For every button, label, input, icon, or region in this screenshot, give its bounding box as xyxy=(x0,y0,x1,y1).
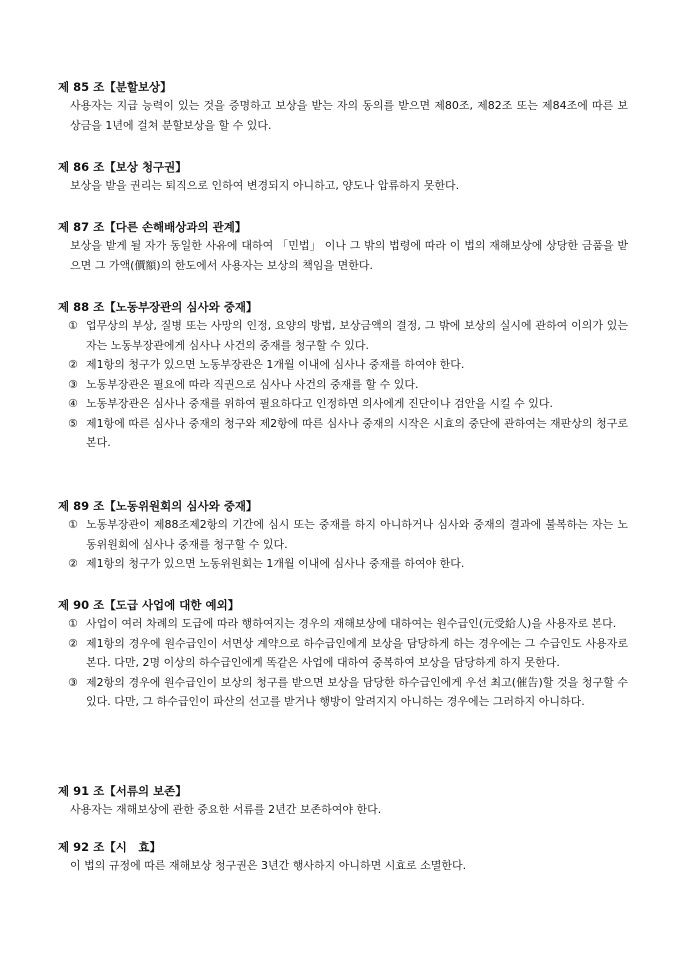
clause-item xyxy=(58,375,628,395)
article-90 xyxy=(58,596,628,712)
clause-number: ① xyxy=(68,518,78,531)
article-title: 제 88 조【노동부장관의 심사와 중재】 xyxy=(58,300,258,314)
clause-text: 제1항의 경우에 원수급인이 서면상 계약으로 하수급인에게 보상을 담당하게 하는 경우에는 그 수급인도 사용자로 본다. 다만, 2명 이상의 하수급인에게 똑같은 사업에 대하여 중복하여 보상을 담당하게 하지 못한다. xyxy=(86,636,628,669)
clause-item xyxy=(58,316,628,355)
clause-number: ② xyxy=(68,358,78,371)
clause-text: 제2항의 경우에 원수급인이 보상의 청구를 받으면 보상을 담당한 하수급인에게 우선 최고(催告)할 것을 청구할 수 있다. 다만, 그 하수급인이 파산의 선고를 받거나 행방이 알려지지 아니하는 경우에는 그러하지 아니하다. xyxy=(86,675,628,708)
clause-item xyxy=(58,554,628,574)
article-paragraph: 보상을 받게 될 자가 동일한 사유에 대하여 「민법」 이나 그 밖의 법령에 따라 이 법의 재해보상에 상당한 금품을 받으면 그 가액(價額)의 한도에서 사용자는 보상의 책임을 면한다. xyxy=(70,239,628,272)
article-title: 제 90 조【도급 사업에 대한 예외】 xyxy=(58,598,240,612)
clause-text: 제1항의 청구가 있으면 노동위원회는 1개월 이내에 심사나 중재를 하여야 한다. xyxy=(86,557,465,570)
clause-text: 제1항에 따른 심사나 중재의 청구와 제2항에 따른 심사나 중재의 시작은 시효의 중단에 관하여는 재판상의 청구로 본다. xyxy=(86,416,628,449)
clause-text: 노동부장관은 필요에 따라 직권으로 심사나 사건의 중재를 할 수 있다. xyxy=(86,377,419,391)
article-paragraph: 이 법의 규정에 따른 재해보상 청구권은 3년간 행사하지 아니하면 시효로 소멸한다. xyxy=(70,859,467,872)
clause-number: ③ xyxy=(68,377,78,391)
clause-item xyxy=(58,355,628,375)
clause-number: ② xyxy=(68,557,78,570)
clause-text: 업무상의 부상, 질병 또는 사망의 인정, 요양의 방법, 보상금액의 결정, 그 밖에 보상의 실시에 관하여 이의가 있는 자는 노동부장관에게 심사나 사건의 중재를 청구할 수 있다. xyxy=(86,319,628,352)
article-91 xyxy=(58,782,628,820)
clause-item xyxy=(58,515,628,554)
article-title: 제 86 조【보상 청구권】 xyxy=(58,160,187,174)
clause-number: ④ xyxy=(68,397,78,410)
article-87 xyxy=(58,218,628,275)
clause-text: 제1항의 청구가 있으면 노동부장관은 1개월 이내에 심사나 중재를 하여야 한다. xyxy=(86,358,465,371)
clause-number: ① xyxy=(68,319,78,332)
clause-item xyxy=(58,614,628,634)
article-paragraph: 사용자는 지급 능력이 있는 것을 증명하고 보상을 받는 자의 동의를 받으면 제80조, 제82조 또는 제84조에 따른 보상금을 1년에 걸쳐 분할보상을 할 수 있다. xyxy=(70,99,628,132)
clause-item xyxy=(58,673,628,712)
article-title: 제 91 조【서류의 보존】 xyxy=(58,784,187,798)
article-title: 제 87 조【다른 손해배상과의 관계】 xyxy=(58,220,247,234)
article-92 xyxy=(58,838,628,876)
clause-item xyxy=(58,634,628,673)
article-85 xyxy=(58,78,628,135)
clause-item xyxy=(58,414,628,453)
article-86 xyxy=(58,158,628,196)
article-paragraph: 사용자는 재해보상에 관한 중요한 서류를 2년간 보존하여야 한다. xyxy=(70,803,382,816)
clause-text: 노동부장관이 제88조제2항의 기간에 심시 또는 중재를 하지 아니하거나 심사와 중재의 결과에 불복하는 자는 노동위원회에 심사나 중재를 청구할 수 있다. xyxy=(86,518,628,551)
clause-number: ② xyxy=(68,636,78,650)
clause-item xyxy=(58,394,628,414)
article-title: 제 89 조【노동위원회의 심사와 중재】 xyxy=(58,499,258,513)
clause-text: 사업이 여러 차례의 도급에 따라 행하여지는 경우의 재해보상에 대하여는 원수급인(元受給人)을 사용자로 본다. xyxy=(86,617,617,630)
article-title: 제 92 조【시 효】 xyxy=(58,840,161,854)
clause-number: ① xyxy=(68,617,78,630)
clause-number: ⑤ xyxy=(68,416,78,430)
article-title: 제 85 조【분할보상】 xyxy=(58,80,172,94)
article-88 xyxy=(58,298,628,453)
article-paragraph: 보상을 받을 권리는 퇴직으로 인하여 변경되지 아니하고, 양도나 압류하지 못한다. xyxy=(70,179,460,192)
article-89 xyxy=(58,497,628,574)
clause-text: 노동부장관은 심사나 중재를 위하여 필요하다고 인정하면 의사에게 진단이나 검안을 시킬 수 있다. xyxy=(86,397,553,410)
clause-number: ③ xyxy=(68,675,78,689)
